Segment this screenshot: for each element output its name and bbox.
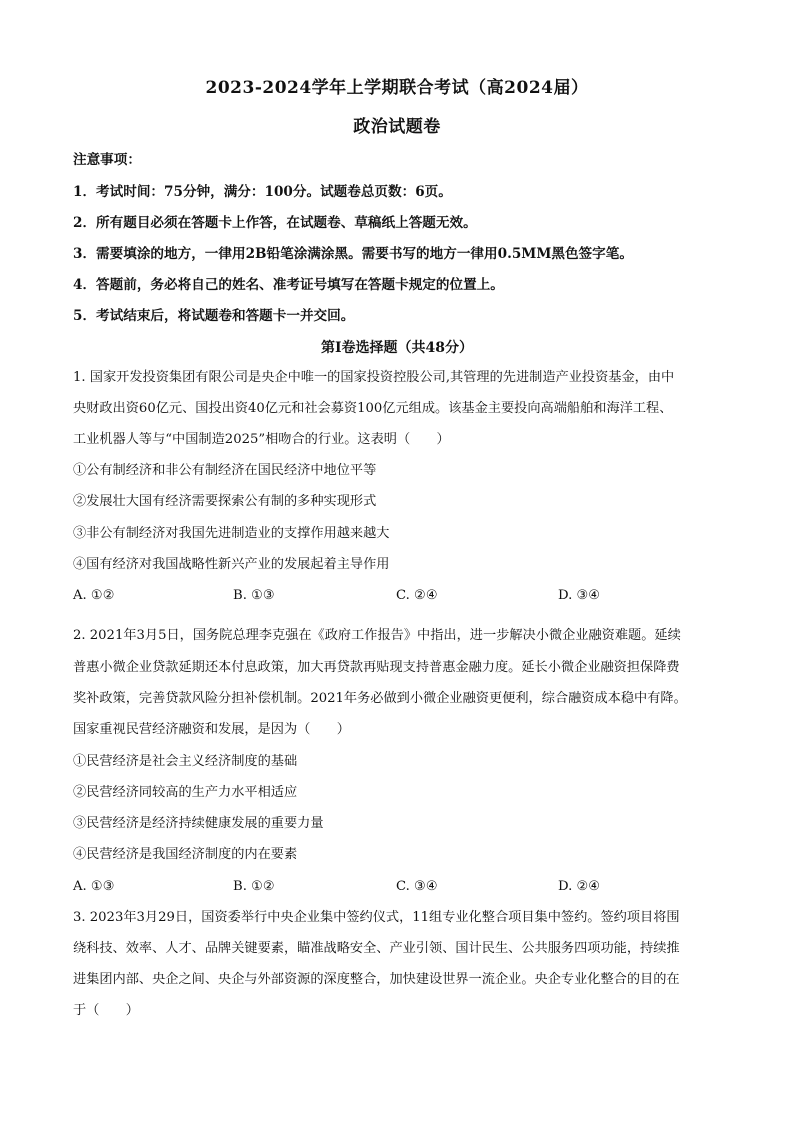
question-2-line: 奖补政策，完善贷款风险分担补偿机制。2021年务必做到小微企业融资更便利，综合融资成本稳中有降。 bbox=[73, 691, 687, 706]
option-a: A. ①③ bbox=[73, 879, 115, 894]
question-2-statement: ④民营经济是我国经济制度的内在要素 bbox=[73, 847, 298, 862]
question-2-line: 国家重视民营经济融资和发展，是因为（ ） bbox=[73, 722, 350, 737]
question-3-line: 3. 2023年3月29日，国资委举行中央企业集中签约仪式，11组专业化整合项目集中签约。签约项目将围 bbox=[73, 910, 680, 925]
option-a: A. ①② bbox=[73, 588, 115, 603]
question-3-line: 于（ ） bbox=[73, 1003, 139, 1018]
option-b: B. ①② bbox=[233, 879, 275, 894]
question-1-statement: ①公有制经济和非公有制经济在国民经济中地位平等 bbox=[73, 463, 377, 478]
question-2-line: 2. 2021年3月5日，国务院总理李克强在《政府工作报告》中指出，进一步解决小微企业融资难题。延续 bbox=[73, 628, 681, 643]
question-1-statement: ③非公有制经济对我国先进制造业的支撑作用越来越大 bbox=[73, 526, 390, 541]
option-d: D. ②④ bbox=[558, 879, 601, 894]
question-1-line: 工业机器人等与“中国制造2025”相吻合的行业。这表明（ ） bbox=[73, 432, 450, 447]
question-2-statement: ②民营经济同较高的生产力水平相适应 bbox=[73, 785, 298, 800]
notice-item: 3．需要填涂的地方，一律用2B铅笔涂满涂黑。需要书写的地方一律用0.5MM黑色签字笔。 bbox=[73, 246, 633, 262]
notice-item: 4．答题前，务必将自己的姓名、准考证号填写在答题卡规定的位置上。 bbox=[73, 277, 504, 293]
question-2-statement: ③民营经济是经济持续健康发展的重要力量 bbox=[73, 816, 324, 831]
option-d: D. ③④ bbox=[558, 588, 601, 603]
notice-item: 1．考试时间：75分钟，满分：100分。试题卷总页数：6页。 bbox=[73, 184, 452, 200]
question-1-statement: ④国有经济对我国战略性新兴产业的发展起着主导作用 bbox=[73, 557, 390, 572]
question-3-line: 绕科技、效率、人才、品牌关键要素，瞄准战略安全、产业引领、国计民生、公共服务四项功能，持续推 bbox=[73, 941, 680, 956]
exam-title: 2023-2024学年上学期联合考试（高2024届） bbox=[205, 78, 589, 98]
question-1-line: 1. 国家开发投资集团有限公司是央企中唯一的国家投资控股公司,其管理的先进制造产业投资基金，由中 bbox=[73, 370, 675, 385]
question-2-statement: ①民营经济是社会主义经济制度的基础 bbox=[73, 754, 298, 769]
exam-subtitle: 政治试题卷 bbox=[353, 117, 441, 137]
question-2-line: 普惠小微企业贷款延期还本付息政策，加大再贷款再贴现支持普惠金融力度。延长小微企业融资担保降费 bbox=[73, 660, 680, 675]
question-1-line: 央财政出资60亿元、国投出资40亿元和社会募资100亿元组成。该基金主要投向高端船舶和海洋工程、 bbox=[73, 401, 673, 416]
notice-item: 5．考试结束后，将试题卷和答题卡一并交回。 bbox=[73, 308, 355, 324]
question-3-line: 进集团内部、央企之间、央企与外部资源的深度整合，加快建设世界一流企业。央企专业化整合的目的在 bbox=[73, 972, 680, 987]
section-title: 第Ⅰ卷选择题（共48分） bbox=[320, 340, 474, 356]
option-c: C. ②④ bbox=[396, 588, 438, 603]
question-1-statement: ②发展壮大国有经济需要探索公有制的多种实现形式 bbox=[73, 494, 377, 509]
option-c: C. ③④ bbox=[396, 879, 438, 894]
option-b: B. ①③ bbox=[233, 588, 275, 603]
notice-heading: 注意事项： bbox=[73, 152, 141, 168]
notice-item: 2．所有题目必须在答题卡上作答，在试题卷、草稿纸上答题无效。 bbox=[73, 215, 477, 231]
